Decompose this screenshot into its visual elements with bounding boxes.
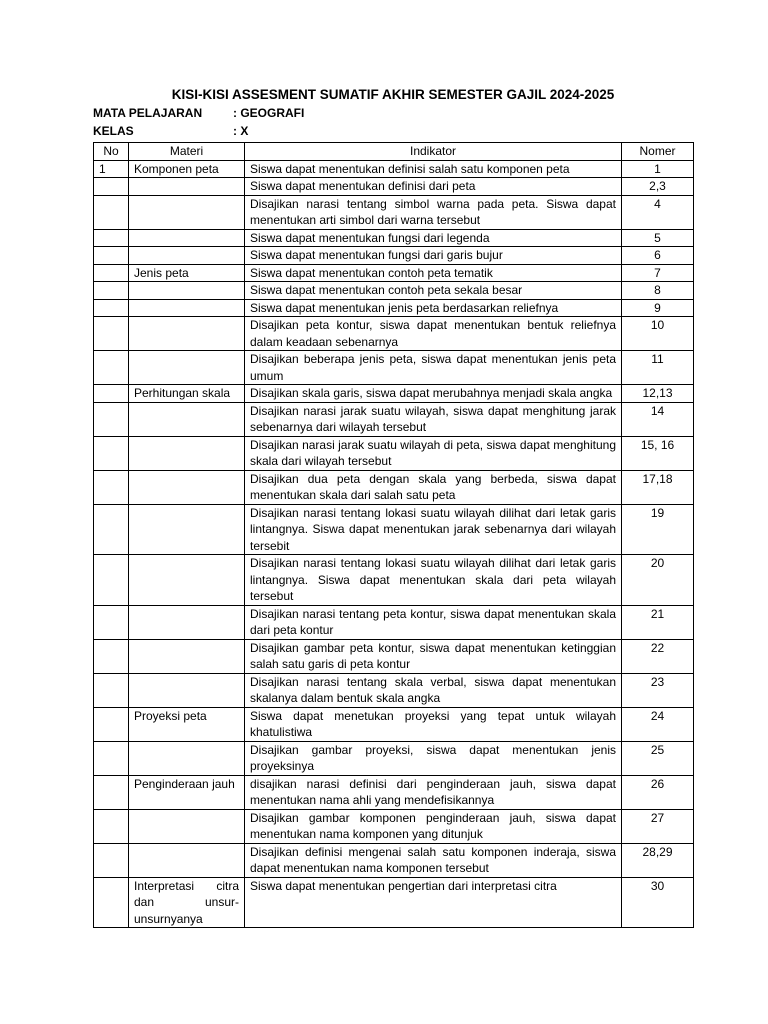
table-row bbox=[94, 247, 694, 265]
cell-indikator: Disajikan definisi mengenai salah satu komponen inderaja, siswa dapat menentukan nama komponen tersebut bbox=[245, 843, 622, 877]
cell-materi: Penginderaan jauh bbox=[129, 775, 245, 809]
cell-nomer: 25 bbox=[622, 741, 694, 775]
cell-indikator: Disajikan gambar proyeksi, siswa dapat menentukan jenis proyeksinya bbox=[245, 741, 622, 775]
cell-nomer: 28,29 bbox=[622, 843, 694, 877]
cell-materi bbox=[129, 741, 245, 775]
cell-materi bbox=[129, 351, 245, 385]
cell-indikator: Disajikan gambar komponen penginderaan jauh, siswa dapat menentukan nama komponen yang ditunjuk bbox=[245, 809, 622, 843]
cell-indikator: Disajikan narasi tentang skala verbal, siswa dapat menentukan skalanya dalam bentuk skala angka bbox=[245, 673, 622, 707]
cell-nomer: 12,13 bbox=[622, 385, 694, 403]
cell-nomer: 14 bbox=[622, 402, 694, 436]
header-indikator: Indikator bbox=[245, 143, 622, 161]
meta-subject-label: MATA PELAJARAN bbox=[93, 106, 203, 120]
table-row bbox=[94, 555, 694, 606]
table-header-row bbox=[94, 143, 694, 161]
cell-materi: Komponen peta bbox=[129, 160, 245, 178]
cell-no bbox=[94, 264, 129, 282]
cell-materi: Interpretasi citra dan unsur-unsurnyanya bbox=[129, 877, 245, 928]
cell-no bbox=[94, 195, 129, 229]
cell-materi bbox=[129, 605, 245, 639]
table-row bbox=[94, 436, 694, 470]
cell-indikator: Disajikan beberapa jenis peta, siswa dapat menentukan jenis peta umum bbox=[245, 351, 622, 385]
cell-no bbox=[94, 741, 129, 775]
cell-nomer: 26 bbox=[622, 775, 694, 809]
table-row bbox=[94, 317, 694, 351]
table-row bbox=[94, 229, 694, 247]
cell-indikator: Siswa dapat menentukan definisi salah satu komponen peta bbox=[245, 160, 622, 178]
meta-subject bbox=[93, 106, 304, 120]
cell-indikator: Siswa dapat menentukan jenis peta berdasarkan reliefnya bbox=[245, 299, 622, 317]
table-row bbox=[94, 351, 694, 385]
cell-no bbox=[94, 639, 129, 673]
cell-indikator: Disajikan narasi tentang lokasi suatu wilayah dilihat dari letak garis lintangnya. Siswa dapat menentukan skala dari peta wilayah tersebut bbox=[245, 555, 622, 606]
cell-materi bbox=[129, 504, 245, 555]
cell-materi bbox=[129, 436, 245, 470]
table-row bbox=[94, 504, 694, 555]
cell-no bbox=[94, 247, 129, 265]
cell-indikator: Disajikan narasi tentang simbol warna pada peta. Siswa dapat menentukan arti simbol dari warna tersebut bbox=[245, 195, 622, 229]
header-nomer: Nomer bbox=[622, 143, 694, 161]
cell-nomer: 17,18 bbox=[622, 470, 694, 504]
cell-nomer: 30 bbox=[622, 877, 694, 928]
cell-indikator: Disajikan narasi tentang peta kontur, siswa dapat menentukan skala dari peta kontur bbox=[245, 605, 622, 639]
cell-nomer: 19 bbox=[622, 504, 694, 555]
meta-subject-value: : GEOGRAFI bbox=[233, 106, 305, 120]
cell-no bbox=[94, 385, 129, 403]
cell-nomer: 15, 16 bbox=[622, 436, 694, 470]
cell-no bbox=[94, 877, 129, 928]
header-materi: Materi bbox=[129, 143, 245, 161]
cell-materi bbox=[129, 809, 245, 843]
cell-no bbox=[94, 351, 129, 385]
cell-nomer: 27 bbox=[622, 809, 694, 843]
cell-indikator: Disajikan dua peta dengan skala yang berbeda, siswa dapat menentukan skala dari salah satu peta bbox=[245, 470, 622, 504]
cell-materi bbox=[129, 402, 245, 436]
table-row bbox=[94, 402, 694, 436]
cell-materi bbox=[129, 299, 245, 317]
table-row bbox=[94, 264, 694, 282]
cell-indikator: Disajikan skala garis, siswa dapat merubahnya menjadi skala angka bbox=[245, 385, 622, 403]
cell-materi bbox=[129, 843, 245, 877]
meta-class-value: : X bbox=[233, 124, 249, 138]
cell-indikator: Siswa dapat menentukan contoh peta sekala besar bbox=[245, 282, 622, 300]
cell-indikator: Siswa dapat menentukan pengertian dari interpretasi citra bbox=[245, 877, 622, 928]
cell-indikator: Siswa dapat menentukan fungsi dari legenda bbox=[245, 229, 622, 247]
cell-no bbox=[94, 299, 129, 317]
cell-no bbox=[94, 809, 129, 843]
header-no: No bbox=[94, 143, 129, 161]
cell-no bbox=[94, 178, 129, 196]
cell-nomer: 4 bbox=[622, 195, 694, 229]
cell-materi: Proyeksi peta bbox=[129, 707, 245, 741]
table-row bbox=[94, 775, 694, 809]
cell-materi: Perhitungan skala bbox=[129, 385, 245, 403]
table-row bbox=[94, 470, 694, 504]
cell-indikator: Disajikan gambar peta kontur, siswa dapat menentukan ketinggian salah satu garis di peta kontur bbox=[245, 639, 622, 673]
cell-indikator: Disajikan narasi jarak suatu wilayah, siswa dapat menghitung jarak sebenarnya dari wilayah tersebut bbox=[245, 402, 622, 436]
cell-nomer: 6 bbox=[622, 247, 694, 265]
page-title: KISI-KISI ASSESMENT SUMATIF AKHIR SEMESTER GAJIL 2024-2025 bbox=[171, 87, 615, 102]
cell-nomer: 20 bbox=[622, 555, 694, 606]
grid-table bbox=[93, 142, 694, 928]
cell-indikator: Disajikan narasi jarak suatu wilayah di peta, siswa dapat menghitung skala dari wilayah tersebut bbox=[245, 436, 622, 470]
cell-nomer: 22 bbox=[622, 639, 694, 673]
cell-nomer: 21 bbox=[622, 605, 694, 639]
cell-materi bbox=[129, 178, 245, 196]
cell-nomer: 9 bbox=[622, 299, 694, 317]
cell-nomer: 7 bbox=[622, 264, 694, 282]
cell-no bbox=[94, 775, 129, 809]
cell-no bbox=[94, 504, 129, 555]
table-row bbox=[94, 605, 694, 639]
cell-nomer: 2,3 bbox=[622, 178, 694, 196]
cell-indikator: disajikan narasi definisi dari penginderaan jauh, siswa dapat menentukan nama ahli yang mendefisikannya bbox=[245, 775, 622, 809]
meta-class bbox=[93, 124, 248, 138]
cell-no: 1 bbox=[94, 160, 129, 178]
cell-no bbox=[94, 436, 129, 470]
cell-materi bbox=[129, 317, 245, 351]
cell-materi bbox=[129, 673, 245, 707]
cell-no bbox=[94, 843, 129, 877]
cell-nomer: 10 bbox=[622, 317, 694, 351]
cell-materi bbox=[129, 555, 245, 606]
cell-materi bbox=[129, 470, 245, 504]
table-row bbox=[94, 195, 694, 229]
table-row bbox=[94, 741, 694, 775]
cell-nomer: 11 bbox=[622, 351, 694, 385]
cell-materi bbox=[129, 229, 245, 247]
table-row bbox=[94, 707, 694, 741]
cell-nomer: 24 bbox=[622, 707, 694, 741]
cell-indikator: Siswa dapat menetukan proyeksi yang tepat untuk wilayah khatulistiwa bbox=[245, 707, 622, 741]
cell-no bbox=[94, 555, 129, 606]
cell-materi bbox=[129, 639, 245, 673]
cell-nomer: 5 bbox=[622, 229, 694, 247]
cell-materi bbox=[129, 247, 245, 265]
table-row bbox=[94, 877, 694, 928]
cell-no bbox=[94, 282, 129, 300]
cell-materi bbox=[129, 195, 245, 229]
table-row bbox=[94, 809, 694, 843]
table-row bbox=[94, 282, 694, 300]
cell-no bbox=[94, 317, 129, 351]
cell-no bbox=[94, 229, 129, 247]
cell-no bbox=[94, 673, 129, 707]
cell-indikator: Siswa dapat menentukan definisi dari peta bbox=[245, 178, 622, 196]
cell-indikator: Siswa dapat menentukan fungsi dari garis bujur bbox=[245, 247, 622, 265]
cell-no bbox=[94, 402, 129, 436]
table-row bbox=[94, 639, 694, 673]
cell-indikator: Disajikan peta kontur, siswa dapat menentukan bentuk reliefnya dalam keadaan sebenarnya bbox=[245, 317, 622, 351]
cell-indikator: Siswa dapat menentukan contoh peta tematik bbox=[245, 264, 622, 282]
meta-class-label: KELAS bbox=[93, 124, 134, 138]
table-row bbox=[94, 673, 694, 707]
cell-nomer: 8 bbox=[622, 282, 694, 300]
cell-materi bbox=[129, 282, 245, 300]
cell-no bbox=[94, 707, 129, 741]
cell-materi: Jenis peta bbox=[129, 264, 245, 282]
cell-nomer: 1 bbox=[622, 160, 694, 178]
cell-nomer: 23 bbox=[622, 673, 694, 707]
cell-no bbox=[94, 605, 129, 639]
cell-indikator: Disajikan narasi tentang lokasi suatu wilayah dilihat dari letak garis lintangnya. Siswa dapat menentukan jarak sebenarnya dari wilayah tersebit bbox=[245, 504, 622, 555]
table-row bbox=[94, 843, 694, 877]
table-row bbox=[94, 178, 694, 196]
table-row bbox=[94, 385, 694, 403]
cell-no bbox=[94, 470, 129, 504]
table-row bbox=[94, 160, 694, 178]
table-row bbox=[94, 299, 694, 317]
